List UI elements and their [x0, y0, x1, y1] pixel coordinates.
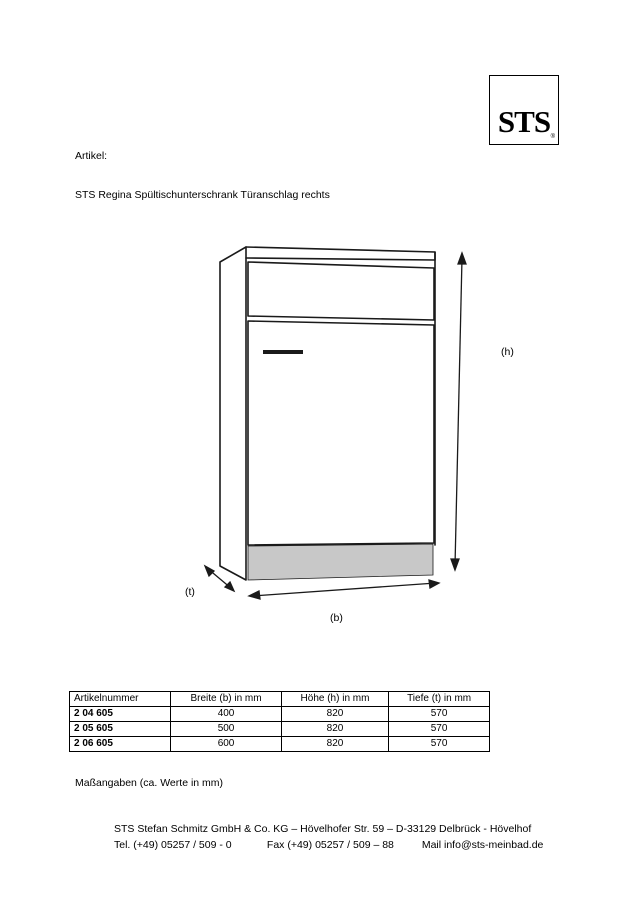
header-height: Höhe (h) in mm: [281, 692, 388, 707]
header-width: Breite (b) in mm: [171, 692, 281, 707]
article-label: Artikel:: [75, 150, 108, 162]
cell-article-number: 2 04 605: [70, 707, 171, 722]
cabinet-door-front: [248, 321, 434, 545]
footer-address: STS Stefan Schmitz GmbH & Co. KG – Hövelhofer Str. 59 – D-33129 Delbrück - Hövelhof: [114, 823, 532, 835]
footer-contact: [114, 839, 543, 851]
cabinet-plinth: [248, 544, 433, 580]
cell-depth: 570: [389, 722, 490, 737]
table-row: [70, 737, 490, 752]
cell-height: 820: [281, 707, 388, 722]
measurement-note: Maßangaben (ca. Werte in mm): [75, 777, 224, 789]
cabinet-top-edge: [246, 247, 435, 260]
table-row: [70, 707, 490, 722]
header-depth: Tiefe (t) in mm: [389, 692, 490, 707]
table-row: [70, 722, 490, 737]
footer-email[interactable]: Mail info@sts-meinbad.de: [421, 839, 544, 851]
cell-article-number: 2 06 605: [70, 737, 171, 752]
height-dimension-line: [455, 258, 462, 566]
header-article-number: Artikelnummer: [70, 692, 171, 707]
height-arrow-top: [458, 253, 466, 264]
cabinet-drawer-front: [248, 262, 434, 320]
cell-width: 600: [171, 737, 281, 752]
cell-width: 500: [171, 722, 281, 737]
door-handle: [263, 350, 303, 354]
width-dimension-line: [252, 583, 436, 596]
width-arrow-left: [249, 591, 260, 599]
cell-height: 820: [281, 722, 388, 737]
dimensions-table: [69, 691, 490, 752]
depth-arrow-bottom: [225, 582, 234, 591]
height-label: (h): [501, 346, 514, 358]
width-label: (b): [330, 612, 343, 624]
logo-text: STS: [497, 104, 551, 139]
width-arrow-right: [429, 580, 439, 588]
depth-arrow-top: [205, 566, 214, 576]
product-name: STS Regina Spültischunterschrank Türanschlag rechts: [75, 189, 330, 201]
table-header-row: [70, 692, 490, 707]
cell-width: 400: [171, 707, 281, 722]
height-arrow-bottom: [451, 559, 459, 570]
cell-depth: 570: [389, 737, 490, 752]
cell-height: 820: [281, 737, 388, 752]
depth-label: (t): [185, 586, 195, 598]
footer-fax: Fax (+49) 05257 / 509 – 88: [266, 839, 394, 851]
footer-phone: Tel. (+49) 05257 / 509 - 0: [114, 839, 232, 851]
cell-depth: 570: [389, 707, 490, 722]
cabinet-side-panel: [220, 247, 246, 580]
cell-article-number: 2 05 605: [70, 722, 171, 737]
logo-registered-mark: ®: [550, 134, 555, 140]
